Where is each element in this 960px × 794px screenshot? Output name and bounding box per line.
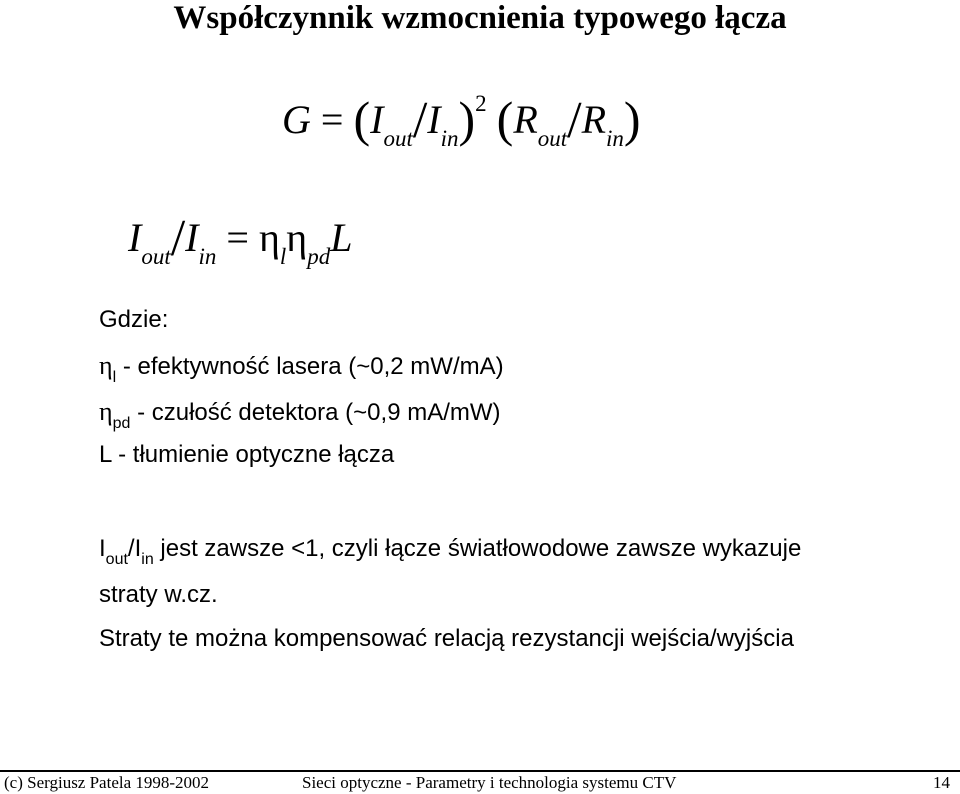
eta-pd-symbol: η — [99, 397, 113, 426]
eq1-i-out: I — [370, 97, 384, 142]
paragraph-compensation: Straty te można kompensować relacją rezystancji wejścia/wyjścia — [99, 625, 794, 652]
eta-l-description: - efektywność lasera (~0,2 mW/mA) — [116, 353, 504, 380]
footer-divider — [0, 770, 960, 772]
eq1-slash: / — [412, 92, 428, 149]
eq1-lparen-2: ( — [496, 91, 514, 147]
eq1-r-out-sub: out — [537, 126, 568, 151]
eq2-i-in-sub: in — [198, 244, 217, 269]
eq1-i-in-sub: in — [440, 126, 459, 151]
paragraph-ratio-line2: straty w.cz. — [99, 581, 218, 608]
eq2-i-out-sub: out — [141, 244, 171, 269]
eq2-i-in: I — [185, 215, 199, 260]
para1-i: I — [99, 535, 106, 562]
eq1-lparen: ( — [353, 91, 371, 147]
definition-eta-pd — [99, 397, 501, 439]
eq1-i-out-sub: out — [383, 126, 413, 151]
definition-l: L - tłumienie optyczne łącza — [99, 441, 395, 468]
eq1-g: G — [282, 97, 311, 142]
paragraph-ratio-line1 — [99, 534, 801, 575]
eq2-eta-pd: η — [286, 215, 308, 260]
gain-equation — [282, 80, 641, 163]
eq2-eta-l: η — [258, 215, 280, 260]
eq1-slash-2: / — [567, 92, 582, 149]
footer-course-title: Sieci optyczne - Parametry i technologia systemu CTV — [302, 773, 677, 792]
page-title: Współczynnik wzmocnienia typowego łącza — [173, 0, 787, 36]
eq2-eta-pd-sub: pd — [307, 244, 331, 269]
eq1-r-in: R — [581, 97, 607, 142]
eq2-equals: = — [226, 215, 249, 260]
eq1-r-out: R — [513, 97, 538, 142]
eq1-rparen-2: ) — [623, 91, 641, 147]
eq1-equals: = — [320, 97, 344, 142]
definition-eta-l — [99, 351, 504, 393]
where-label: Gdzie: — [99, 306, 169, 333]
eta-l-sub: l — [112, 369, 117, 386]
eq2-slash: / — [170, 210, 186, 267]
para1-out-sub: out — [105, 551, 128, 568]
eq1-exponent: 2 — [475, 91, 487, 116]
eq1-rparen: ) — [458, 91, 476, 147]
para1-slash-i: /I — [127, 535, 142, 562]
eq1-i-in: I — [427, 97, 441, 142]
footer — [0, 770, 960, 794]
eq1-r-in-sub: in — [606, 126, 624, 151]
eq2-l: L — [330, 215, 353, 260]
footer-page-number: 14 — [933, 773, 950, 792]
current-ratio-equation — [128, 210, 353, 281]
para1-in-sub: in — [141, 551, 154, 568]
eq2-i-out: I — [128, 215, 142, 260]
footer-copyright: (c) Sergiusz Patela 1998-2002 — [4, 773, 210, 792]
para1-rest: jest zawsze <1, czyli łącze światłowodowe zawsze wykazuje — [153, 535, 802, 562]
eta-pd-description: - czułość detektora (~0,9 mA/mW) — [130, 399, 501, 426]
eta-pd-sub: pd — [112, 415, 131, 432]
eta-l-symbol: η — [99, 351, 113, 380]
eq2-eta-l-sub: l — [279, 244, 287, 269]
